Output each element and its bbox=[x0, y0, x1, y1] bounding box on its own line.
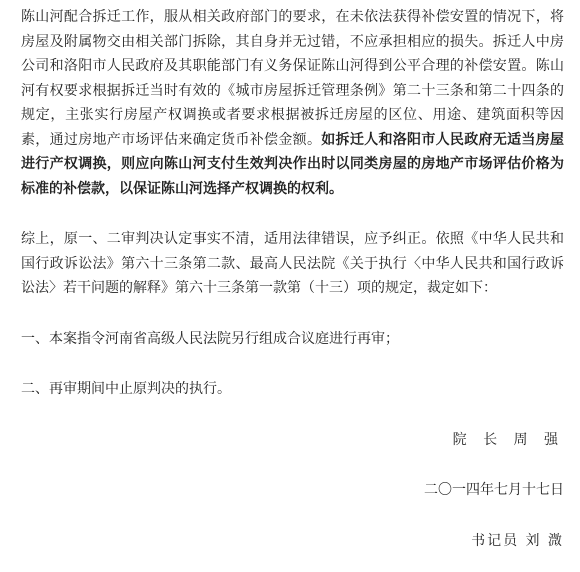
signature-date: 二〇一四年七月十七日 bbox=[424, 482, 564, 498]
paragraph-compensation-text: 陈山河配合拆迁工作，服从相关政府部门的要求，在未依法获得补偿安置的情况下，将房屋及附属物交由相关部门拆除，其自身并无过错，不应承担相应的损失。拆迁人中房公司和洛阳市人民政府及其职能部门有义务保证陈山河得到公平合理的补偿安置。陈山河有权要求根据拆迁当时有效的《城市房屋拆迁管理条例》第二十三条和第二十四条的规定，主张实行房屋产权调换或者要求根据被拆迁房屋的区位、用途、建筑面积等因素，通过房地产市场评估来确定货币补偿金额。 bbox=[21, 9, 564, 148]
paragraph-compensation-emphasis: 如拆迁人和洛阳市人民政府无适当房屋进行产权调换，则应向陈山河支付生效判决作出时以同类房屋的房地产市场评估价格为标准的补偿款，以保证陈山河选择产权调换的权利。 bbox=[21, 131, 565, 197]
ruling-item-2: 二、再审期间中止原判决的执行。 bbox=[21, 381, 231, 397]
ruling-item-1: 一、本案指令河南省高级人民法院另行组成合议庭进行再审； bbox=[21, 330, 399, 347]
signature-clerk: 书记员 刘 溦 bbox=[471, 532, 564, 549]
signature-judge: 院 长 周 强 bbox=[452, 431, 564, 448]
paragraph-conclusion: 综上，原一、二审判决认定事实不清，适用法律错误，应予纠正。依照《中华人民共和国行政诉讼法》第六十三条第二款、最高人民法院《关于执行〈中华人民共和国行政诉讼法〉若干问题的解释》第六十三条第一款第（十三）项的规定，裁定如下： bbox=[21, 231, 564, 296]
paragraph-compensation bbox=[21, 5, 564, 201]
